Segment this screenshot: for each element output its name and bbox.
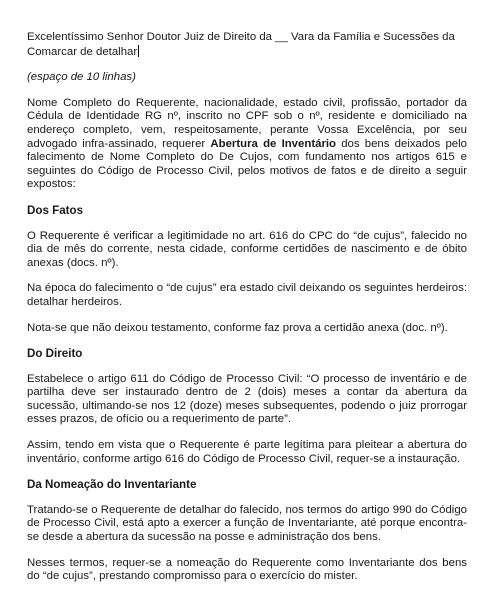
facts-heading: Dos Fatos: [27, 203, 84, 217]
intro-text-end: dos bens deixados pelo falecimento de Nome Completo do De Cujos, com fundamento nos artigos 615 e seguintes do Código de Processo Civil, pelos motivos de fatos e de direito a seguir expostos:: [27, 137, 467, 191]
law-paragraph-2: Assim, tendo em vista que o Requerente é parte legítima para pleitear a abertura do inventário, conforme artigo 616 do Código de Processo Civil, requer-se a instauração.: [27, 439, 467, 465]
nomination-heading: Da Nomeação do Inventariante: [27, 478, 197, 492]
nomination-paragraph-1: Tratando-se o Requerente de detalhar do falecido, nos termos do artigo 990 do Código de Processo Civil, está apto a exercer a função de Inventariante, até porque encontra-se desde a abertura da sucessão na posse e administração dos bens.: [27, 503, 467, 544]
document-page: [27, 31, 467, 595]
facts-paragraph-2: Na época do falecimento o “de cujus” era estado civil deixando os seguintes herdeiros: detalhar herdeiros.: [27, 282, 467, 308]
facts-paragraph-1: O Requerente é verificar a legitimidade no art. 616 do CPC do “de cujus”, falecido no dia de mês do corrente, nesta cidade, conforme certidões de nascimento e de óbito anexas (docs. nº).: [27, 229, 467, 269]
nomination-paragraph-2: Nesses termos, requer-se a nomeação do Requerente como Inventariante dos bens do “de cujus”, prestando compromisso para o exercício do mister.: [27, 556, 467, 583]
text-cursor: [138, 45, 139, 57]
intro-text-start: Nome Completo do Requerente, nacionalidade, estado civil, profissão, portador da Cédula de Identidade RG nº, inscrito no CPF sob o nº, residente e domiciliado na endereço completo, vem, respeitosamente, perante Vossa Excelência, por seu advogado infra-assinado, requerer: [27, 96, 467, 150]
spacing-note: (espaço de 10 linhas): [27, 71, 136, 84]
court-address: [27, 31, 467, 59]
law-paragraph-1: Estabelece o artigo 611 do Código de Processo Civil: “O processo de inventário e de partilha deve ser instaurado dentro de 2 (dois) meses a contar da abertura da sucessão, ultimando-se nos 12 (doze) meses subsequentes, podendo o juiz prorrogar esses prazos, de ofício ou a requerimento de parte”.: [27, 372, 467, 426]
facts-paragraph-3: Nota-se que não deixou testamento, conforme faz prova a certidão anexa (doc. nº).: [27, 321, 448, 334]
intro-bold-term: Abertura de Inventário: [210, 137, 336, 150]
law-heading: Do Direito: [27, 347, 83, 361]
intro-paragraph: [27, 97, 467, 192]
court-address-text: Excelentíssimo Senhor Doutor Juiz de Direito da __ Vara da Família e Sucessões da Comarcar de detalhar: [27, 31, 455, 58]
